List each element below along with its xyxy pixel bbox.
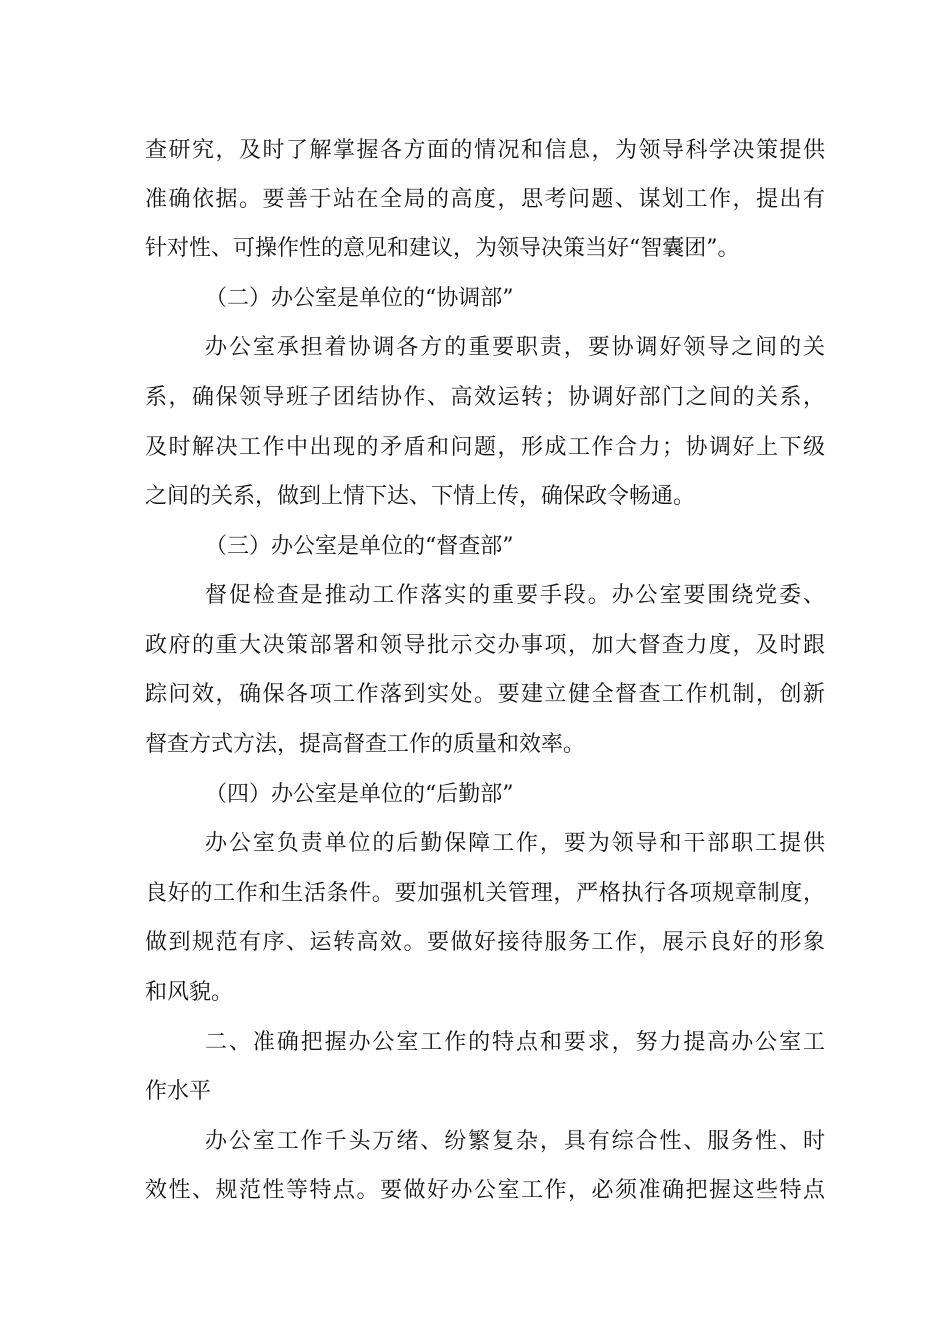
body-text-line: 针对性、可操作性的意见和建议，为领导决策当好“智囊团”。 [145, 236, 740, 261]
body-text-line: 系，确保领导班子团结协作、高效运转；协调好部门之间的关系， [145, 385, 825, 410]
chapter-heading: 二、准确把握办公室工作的特点和要求，努力提高办公室工 [205, 1030, 825, 1055]
body-text-line: 良好的工作和生活条件。要加强机关管理，严格执行各项规章制度， [145, 881, 825, 906]
body-text-line: 督查方式方法，提高督查工作的质量和效率。 [145, 732, 586, 757]
body-text-line: 踪问效，确保各项工作落到实处。要建立健全督查工作机制，创新 [145, 682, 825, 707]
body-text-line: 和风貌。 [145, 980, 234, 1005]
body-text-line: 办公室负责单位的后勤保障工作，要为领导和干部职工提供 [205, 831, 825, 856]
section-heading: （四）办公室是单位的“后勤部” [205, 782, 514, 807]
chapter-heading: 作水平 [145, 1079, 212, 1104]
section-heading: （二）办公室是单位的“协调部” [205, 286, 514, 311]
section-heading: （三）办公室是单位的“督查部” [205, 534, 514, 559]
body-text-line: 做到规范有序、运转高效。要做好接待服务工作，展示良好的形象 [145, 930, 825, 955]
body-text-line: 及时解决工作中出现的矛盾和问题，形成工作合力；协调好上下级 [145, 435, 825, 460]
body-text-line: 督促检查是推动工作落实的重要手段。办公室要围绕党委、 [205, 583, 825, 608]
body-text-line: 办公室承担着协调各方的重要职责，要协调好领导之间的关 [205, 335, 825, 360]
body-text-line: 查研究，及时了解掌握各方面的情况和信息，为领导科学决策提供 [145, 138, 825, 163]
body-text-line: 之间的关系，做到上情下达、下情上传，确保政令畅通。 [145, 484, 696, 509]
body-text-line: 办公室工作千头万绪、纷繁复杂，具有综合性、服务性、时 [205, 1129, 825, 1154]
body-text-line: 准确依据。要善于站在全局的高度，思考问题、谋划工作，提出有 [145, 187, 825, 212]
body-text-line: 效性、规范性等特点。要做好办公室工作，必须准确把握这些特点 [145, 1178, 825, 1203]
body-text-line: 政府的重大决策部署和领导批示交办事项，加大督查力度，及时跟 [145, 633, 825, 658]
